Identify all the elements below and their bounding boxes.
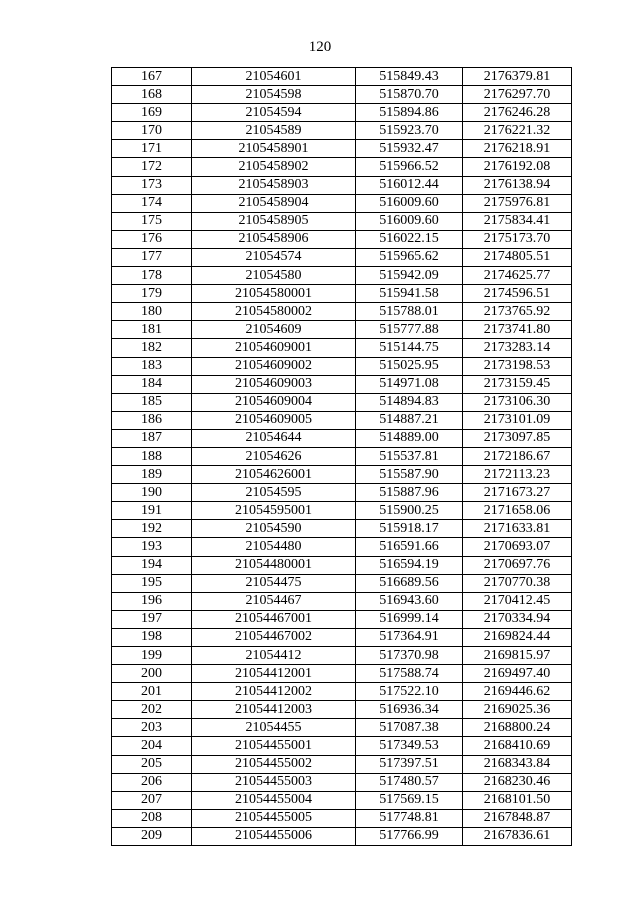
y-coordinate-cell: 2168343.84 xyxy=(463,755,572,773)
y-coordinate-cell: 2176221.32 xyxy=(463,122,572,140)
y-coordinate-cell: 2176218.91 xyxy=(463,140,572,158)
row-number-cell: 197 xyxy=(112,610,192,628)
x-coordinate-cell: 517087.38 xyxy=(356,719,463,737)
table-row xyxy=(112,773,572,791)
table-row xyxy=(112,140,572,158)
x-coordinate-cell: 516689.56 xyxy=(356,574,463,592)
row-number-cell: 170 xyxy=(112,122,192,140)
table-row xyxy=(112,285,572,303)
row-number-cell: 192 xyxy=(112,520,192,538)
row-number-cell: 204 xyxy=(112,737,192,755)
point-id-cell: 21054455002 xyxy=(192,755,356,773)
page-number: 120 xyxy=(308,39,332,55)
point-id-cell: 21054455006 xyxy=(192,827,356,845)
row-number-cell: 198 xyxy=(112,628,192,646)
point-id-cell: 21054590 xyxy=(192,520,356,538)
table-row xyxy=(112,104,572,122)
table-row xyxy=(112,610,572,628)
y-coordinate-cell: 2176297.70 xyxy=(463,86,572,104)
point-id-cell: 21054609003 xyxy=(192,375,356,393)
x-coordinate-cell: 514894.83 xyxy=(356,393,463,411)
row-number-cell: 196 xyxy=(112,592,192,610)
point-id-cell: 21054412 xyxy=(192,647,356,665)
x-coordinate-cell: 515966.52 xyxy=(356,158,463,176)
row-number-cell: 179 xyxy=(112,285,192,303)
point-id-cell: 21054598 xyxy=(192,86,356,104)
table-row xyxy=(112,321,572,339)
y-coordinate-cell: 2175976.81 xyxy=(463,194,572,212)
point-id-cell: 2105458901 xyxy=(192,140,356,158)
x-coordinate-cell: 514971.08 xyxy=(356,375,463,393)
table-row xyxy=(112,755,572,773)
row-number-cell: 191 xyxy=(112,502,192,520)
point-id-cell: 21054609002 xyxy=(192,357,356,375)
table-row xyxy=(112,122,572,140)
point-id-cell: 21054595 xyxy=(192,484,356,502)
y-coordinate-cell: 2174596.51 xyxy=(463,285,572,303)
y-coordinate-cell: 2169815.97 xyxy=(463,647,572,665)
y-coordinate-cell: 2170412.45 xyxy=(463,592,572,610)
point-id-cell: 21054609005 xyxy=(192,411,356,429)
x-coordinate-cell: 515537.81 xyxy=(356,447,463,465)
row-number-cell: 189 xyxy=(112,466,192,484)
row-number-cell: 171 xyxy=(112,140,192,158)
row-number-cell: 201 xyxy=(112,683,192,701)
x-coordinate-cell: 517480.57 xyxy=(356,773,463,791)
row-number-cell: 182 xyxy=(112,339,192,357)
row-number-cell: 199 xyxy=(112,647,192,665)
point-id-cell: 21054467001 xyxy=(192,610,356,628)
x-coordinate-cell: 515918.17 xyxy=(356,520,463,538)
x-coordinate-cell: 517569.15 xyxy=(356,791,463,809)
table-row xyxy=(112,719,572,737)
row-number-cell: 208 xyxy=(112,809,192,827)
point-id-cell: 21054574 xyxy=(192,248,356,266)
point-id-cell: 21054480001 xyxy=(192,556,356,574)
table-row xyxy=(112,176,572,194)
table-row xyxy=(112,393,572,411)
row-number-cell: 168 xyxy=(112,86,192,104)
point-id-cell: 21054601 xyxy=(192,68,356,86)
x-coordinate-cell: 515587.90 xyxy=(356,466,463,484)
table-row xyxy=(112,827,572,845)
row-number-cell: 205 xyxy=(112,755,192,773)
x-coordinate-cell: 515923.70 xyxy=(356,122,463,140)
table-row xyxy=(112,520,572,538)
y-coordinate-cell: 2173765.92 xyxy=(463,303,572,321)
row-number-cell: 186 xyxy=(112,411,192,429)
y-coordinate-cell: 2176246.28 xyxy=(463,104,572,122)
row-number-cell: 188 xyxy=(112,447,192,465)
x-coordinate-cell: 515932.47 xyxy=(356,140,463,158)
y-coordinate-cell: 2173283.14 xyxy=(463,339,572,357)
x-coordinate-cell: 515025.95 xyxy=(356,357,463,375)
row-number-cell: 207 xyxy=(112,791,192,809)
point-id-cell: 2105458904 xyxy=(192,194,356,212)
y-coordinate-cell: 2173106.30 xyxy=(463,393,572,411)
table-row xyxy=(112,791,572,809)
x-coordinate-cell: 515849.43 xyxy=(356,68,463,86)
x-coordinate-cell: 516594.19 xyxy=(356,556,463,574)
row-number-cell: 185 xyxy=(112,393,192,411)
point-id-cell: 21054595001 xyxy=(192,502,356,520)
x-coordinate-cell: 516012.44 xyxy=(356,176,463,194)
y-coordinate-cell: 2171673.27 xyxy=(463,484,572,502)
point-id-cell: 21054626 xyxy=(192,447,356,465)
row-number-cell: 194 xyxy=(112,556,192,574)
table-row xyxy=(112,248,572,266)
point-id-cell: 21054467 xyxy=(192,592,356,610)
point-id-cell: 21054594 xyxy=(192,104,356,122)
point-id-cell: 21054626001 xyxy=(192,466,356,484)
table-row xyxy=(112,357,572,375)
y-coordinate-cell: 2169497.40 xyxy=(463,665,572,683)
y-coordinate-cell: 2173741.80 xyxy=(463,321,572,339)
row-number-cell: 209 xyxy=(112,827,192,845)
y-coordinate-cell: 2167836.61 xyxy=(463,827,572,845)
x-coordinate-cell: 515900.25 xyxy=(356,502,463,520)
table-row xyxy=(112,502,572,520)
row-number-cell: 169 xyxy=(112,104,192,122)
point-id-cell: 21054480 xyxy=(192,538,356,556)
row-number-cell: 203 xyxy=(112,719,192,737)
table-row xyxy=(112,592,572,610)
y-coordinate-cell: 2175173.70 xyxy=(463,230,572,248)
row-number-cell: 193 xyxy=(112,538,192,556)
row-number-cell: 175 xyxy=(112,212,192,230)
point-id-cell: 21054455004 xyxy=(192,791,356,809)
y-coordinate-cell: 2172186.67 xyxy=(463,447,572,465)
point-id-cell: 2105458902 xyxy=(192,158,356,176)
table-row xyxy=(112,466,572,484)
point-id-cell: 21054455 xyxy=(192,719,356,737)
x-coordinate-cell: 516943.60 xyxy=(356,592,463,610)
x-coordinate-cell: 517522.10 xyxy=(356,683,463,701)
x-coordinate-cell: 516936.34 xyxy=(356,701,463,719)
row-number-cell: 167 xyxy=(112,68,192,86)
table-row xyxy=(112,484,572,502)
x-coordinate-cell: 515965.62 xyxy=(356,248,463,266)
x-coordinate-cell: 516591.66 xyxy=(356,538,463,556)
y-coordinate-cell: 2168800.24 xyxy=(463,719,572,737)
x-coordinate-cell: 517588.74 xyxy=(356,665,463,683)
y-coordinate-cell: 2170693.07 xyxy=(463,538,572,556)
table-row xyxy=(112,556,572,574)
x-coordinate-cell: 515870.70 xyxy=(356,86,463,104)
point-id-cell: 21054455003 xyxy=(192,773,356,791)
table-row xyxy=(112,230,572,248)
point-id-cell: 21054609001 xyxy=(192,339,356,357)
table-row xyxy=(112,647,572,665)
table-row xyxy=(112,538,572,556)
table-row xyxy=(112,158,572,176)
y-coordinate-cell: 2173097.85 xyxy=(463,429,572,447)
row-number-cell: 200 xyxy=(112,665,192,683)
y-coordinate-cell: 2167848.87 xyxy=(463,809,572,827)
row-number-cell: 187 xyxy=(112,429,192,447)
y-coordinate-cell: 2175834.41 xyxy=(463,212,572,230)
row-number-cell: 173 xyxy=(112,176,192,194)
point-id-cell: 21054455005 xyxy=(192,809,356,827)
table-row xyxy=(112,86,572,104)
y-coordinate-cell: 2168101.50 xyxy=(463,791,572,809)
point-id-cell: 21054455001 xyxy=(192,737,356,755)
table-row xyxy=(112,212,572,230)
point-id-cell: 21054609 xyxy=(192,321,356,339)
x-coordinate-cell: 516999.14 xyxy=(356,610,463,628)
table-row xyxy=(112,665,572,683)
x-coordinate-cell: 515788.01 xyxy=(356,303,463,321)
x-coordinate-cell: 517397.51 xyxy=(356,755,463,773)
x-coordinate-cell: 517766.99 xyxy=(356,827,463,845)
x-coordinate-cell: 517349.53 xyxy=(356,737,463,755)
x-coordinate-cell: 515777.88 xyxy=(356,321,463,339)
table-row xyxy=(112,809,572,827)
row-number-cell: 177 xyxy=(112,248,192,266)
y-coordinate-cell: 2169025.36 xyxy=(463,701,572,719)
point-id-cell: 21054580001 xyxy=(192,285,356,303)
point-id-cell: 21054412001 xyxy=(192,665,356,683)
row-number-cell: 190 xyxy=(112,484,192,502)
y-coordinate-cell: 2174805.51 xyxy=(463,248,572,266)
table-row xyxy=(112,737,572,755)
y-coordinate-cell: 2170770.38 xyxy=(463,574,572,592)
table-row xyxy=(112,429,572,447)
point-id-cell: 21054589 xyxy=(192,122,356,140)
row-number-cell: 184 xyxy=(112,375,192,393)
point-id-cell: 21054467002 xyxy=(192,628,356,646)
point-id-cell: 21054644 xyxy=(192,429,356,447)
row-number-cell: 180 xyxy=(112,303,192,321)
table-row xyxy=(112,194,572,212)
x-coordinate-cell: 515941.58 xyxy=(356,285,463,303)
x-coordinate-cell: 516009.60 xyxy=(356,212,463,230)
x-coordinate-cell: 515942.09 xyxy=(356,267,463,285)
y-coordinate-cell: 2170697.76 xyxy=(463,556,572,574)
y-coordinate-cell: 2176379.81 xyxy=(463,68,572,86)
row-number-cell: 172 xyxy=(112,158,192,176)
point-id-cell: 21054412002 xyxy=(192,683,356,701)
y-coordinate-cell: 2168230.46 xyxy=(463,773,572,791)
y-coordinate-cell: 2174625.77 xyxy=(463,267,572,285)
x-coordinate-cell: 515144.75 xyxy=(356,339,463,357)
row-number-cell: 202 xyxy=(112,701,192,719)
x-coordinate-cell: 516022.15 xyxy=(356,230,463,248)
table-row xyxy=(112,375,572,393)
y-coordinate-cell: 2173198.53 xyxy=(463,357,572,375)
point-id-cell: 21054412003 xyxy=(192,701,356,719)
row-number-cell: 206 xyxy=(112,773,192,791)
table-row xyxy=(112,447,572,465)
x-coordinate-cell: 514887.21 xyxy=(356,411,463,429)
x-coordinate-cell: 516009.60 xyxy=(356,194,463,212)
coordinates-table-body xyxy=(112,68,572,846)
x-coordinate-cell: 515894.86 xyxy=(356,104,463,122)
y-coordinate-cell: 2170334.94 xyxy=(463,610,572,628)
y-coordinate-cell: 2176138.94 xyxy=(463,176,572,194)
row-number-cell: 181 xyxy=(112,321,192,339)
point-id-cell: 21054609004 xyxy=(192,393,356,411)
table-row xyxy=(112,303,572,321)
table-row xyxy=(112,574,572,592)
y-coordinate-cell: 2169446.62 xyxy=(463,683,572,701)
x-coordinate-cell: 514889.00 xyxy=(356,429,463,447)
x-coordinate-cell: 515887.96 xyxy=(356,484,463,502)
point-id-cell: 2105458905 xyxy=(192,212,356,230)
y-coordinate-cell: 2169824.44 xyxy=(463,628,572,646)
y-coordinate-cell: 2173159.45 xyxy=(463,375,572,393)
point-id-cell: 2105458906 xyxy=(192,230,356,248)
row-number-cell: 176 xyxy=(112,230,192,248)
y-coordinate-cell: 2168410.69 xyxy=(463,737,572,755)
y-coordinate-cell: 2173101.09 xyxy=(463,411,572,429)
y-coordinate-cell: 2176192.08 xyxy=(463,158,572,176)
y-coordinate-cell: 2172113.23 xyxy=(463,466,572,484)
x-coordinate-cell: 517364.91 xyxy=(356,628,463,646)
table-row xyxy=(112,267,572,285)
point-id-cell: 21054580 xyxy=(192,267,356,285)
x-coordinate-cell: 517748.81 xyxy=(356,809,463,827)
row-number-cell: 183 xyxy=(112,357,192,375)
point-id-cell: 2105458903 xyxy=(192,176,356,194)
table-row xyxy=(112,339,572,357)
point-id-cell: 21054475 xyxy=(192,574,356,592)
row-number-cell: 174 xyxy=(112,194,192,212)
table-row xyxy=(112,628,572,646)
row-number-cell: 195 xyxy=(112,574,192,592)
coordinates-table xyxy=(111,67,572,846)
y-coordinate-cell: 2171658.06 xyxy=(463,502,572,520)
y-coordinate-cell: 2171633.81 xyxy=(463,520,572,538)
table-row xyxy=(112,683,572,701)
row-number-cell: 178 xyxy=(112,267,192,285)
table-row xyxy=(112,68,572,86)
table-row xyxy=(112,701,572,719)
x-coordinate-cell: 517370.98 xyxy=(356,647,463,665)
point-id-cell: 21054580002 xyxy=(192,303,356,321)
table-row xyxy=(112,411,572,429)
